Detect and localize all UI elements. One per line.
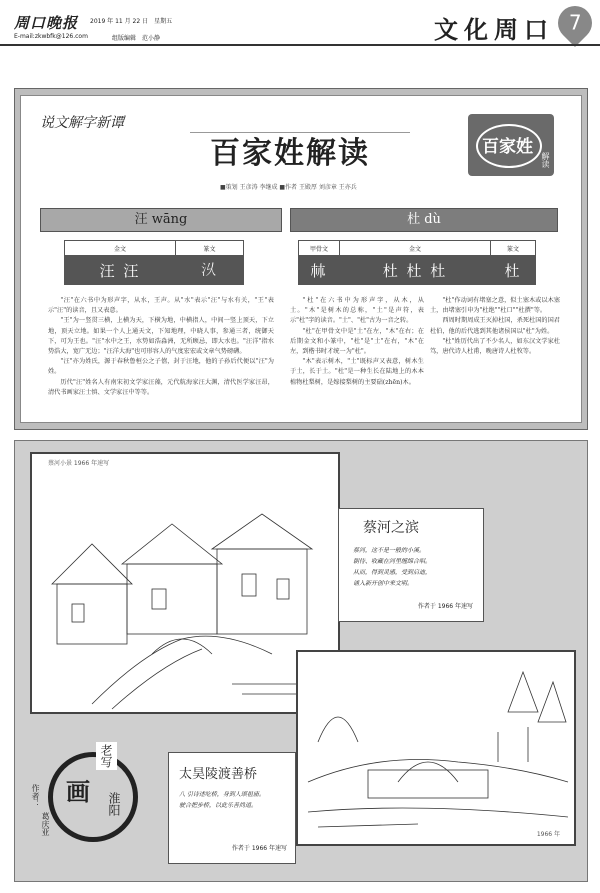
author-name: 葛庆亚 — [41, 812, 50, 836]
wang-glyph-zhuanwen: 𣲄 — [176, 256, 244, 285]
logo-main-char: 画 — [66, 777, 90, 806]
logo-place-text: 淮阳 — [107, 792, 121, 816]
du-glyph-table — [298, 240, 536, 285]
wang-paragraph: "王"为一竖贯三横，上横为天，下横为地，中横指人，中间一竖上顶天，下立地，顶天立地。如果一个人上通天文，下知地理，中晓人事，参通三者，统御天下，可为王也。"汪"水中之王，水势如浩淼洲，无所顾忌，即大水也。"汪洋"指水势浩大，宽广无边；"汪洋大海"也可形容人的气度宏宏或文章气势磅礴。 — [48, 317, 274, 356]
section-title: 文化周口 — [434, 15, 554, 44]
sketch-bridge-inscription: 1966 年 — [536, 831, 560, 838]
feature-credits: ■策划 王彦涛 李继成 ■作者 王殿厚 刘彦章 王亦兵 — [220, 184, 357, 191]
feature-kicker: 说文解字新谭 — [40, 115, 124, 131]
du-glyph-jinwen: 杜 杜 杜 — [340, 256, 491, 285]
wang-paragraph: "汪"亦为姓氏，源于春秋鲁桓公之子僖，封于汪地，他的子孙后代便以"汪"为姓。 — [48, 358, 274, 376]
du-glyph-jiaguwen: 𣏟 — [299, 256, 340, 285]
layout-editor: 组版编辑 范小静 — [112, 35, 161, 42]
poem-line: 从而，得到灵感，受到启迪， — [353, 569, 432, 576]
sketch-bridge-drawing — [298, 652, 574, 844]
du-paragraph: "杜"在甲骨文中是"土"在左，"木"在右；在后期金文和小篆中，"杜"是"土"在右，"木"在左，到楷书时才统一为"杜"。 — [290, 327, 424, 356]
logo-top-text: 老写 — [96, 742, 117, 770]
issue-date: 2019 年 11 月 22 日 星期五 — [90, 18, 173, 25]
sketch-bridge — [296, 650, 576, 846]
du-article-col2 — [430, 296, 560, 357]
wang-header-jinwen: 金文 — [65, 241, 176, 256]
sketch-caihe — [30, 452, 340, 714]
du-paragraph: "杜"在六书中为形声字，从木，从土。"木"是树木的总称，"土"是声符，表示"杜"字的读音。"土"、"杜"古为一音之转。 — [290, 297, 424, 325]
caption-caihe-poem — [353, 545, 431, 589]
sketch-caihe-drawing — [32, 454, 338, 712]
du-paragraph: "杜"姓历代出了不少名人，如东汉文学家杜笃，唐代诗人杜甫，晚唐诗人杜牧等。 — [430, 337, 560, 356]
du-article-col1 — [290, 296, 424, 388]
du-paragraph: "木"表示树木，"土"既标声又表意，树木生于土，长于土。"杜"是一种生长在陆地上的木本植物杜梨树，是嫁接梨树的主要砧(zhēn)木。 — [290, 358, 424, 386]
wang-title: 汪 wāng — [134, 212, 188, 227]
wang-paragraph: 历代"汪"姓名人有南宋初文学家汪藻，元代航海家汪大渊，清代医学家汪昂，清代书画家汪士慎、文学家汪中等等。 — [48, 378, 274, 396]
poem-line: 驶合把步桥，以此乐善尚道。 — [179, 802, 258, 809]
caption-bridge — [168, 752, 296, 864]
wang-article — [48, 296, 274, 398]
page-number-badge: 7 — [551, 0, 599, 47]
feature-badge — [468, 114, 554, 176]
du-title: 杜 dù — [407, 212, 441, 227]
caption-bridge-credit: 作者于 1966 年速写 — [231, 845, 287, 852]
caption-caihe — [338, 508, 484, 622]
author-label: 作者： — [31, 784, 40, 808]
badge-text: 百家姓 — [482, 137, 533, 157]
caption-bridge-title: 太昊陵渡善桥 — [179, 767, 258, 782]
header-rule — [0, 44, 600, 46]
du-title-bar — [290, 208, 558, 232]
feature-headline: 百家姓解读 — [210, 136, 370, 171]
poem-line: 八 引诗述吃桥，身到人颂祖庙。 — [179, 791, 265, 798]
wang-header-zhuanwen: 篆文 — [176, 241, 244, 256]
du-paragraph: 西周时期周成王灭掉杜国，杀死杜国的国君杜伯，他的后代逃到其他诸侯国以"杜"为姓。 — [430, 317, 560, 335]
poem-line: 朝待、收藏在河里缠绵合唱。 — [353, 558, 432, 565]
du-paragraph: "杜"作动词有堵塞之意，似土塞木或以木塞土，由堵塞引申为"杜绝""杜口""杜撰"等。 — [430, 297, 560, 315]
badge-subtext: 解读 — [541, 152, 550, 168]
newspaper-logo: 周口晚报 — [14, 14, 79, 32]
headline-rule — [190, 132, 410, 133]
du-header-jinwen: 金文 — [340, 241, 491, 256]
logo-brush-circle — [48, 752, 138, 842]
du-header-zhuanwen: 篆文 — [491, 241, 536, 256]
wang-glyph-jinwen: 汪 汪 — [65, 256, 176, 285]
wang-glyph-table — [64, 240, 244, 285]
caption-caihe-credit: 作者于 1966 年速写 — [417, 603, 473, 610]
caption-caihe-title: 蔡河之滨 — [363, 520, 419, 536]
contact-email: E-mail:zkwbfk@126.com — [14, 33, 88, 40]
wang-paragraph: "汪"在六书中为形声字，从水，王声。从"水"表示"汪"与水有关，"王"表示"汪"的读音，且又表意。 — [48, 297, 274, 315]
du-header-jiaguwen: 甲骨文 — [299, 241, 340, 256]
poem-line: 诵入新开创中来文明。 — [353, 580, 414, 587]
sketch-caihe-inscription: 蔡河小景 1966 年速写 — [48, 460, 110, 467]
wang-title-bar — [40, 208, 282, 232]
poem-line: 蔡河，这不是一般的小溪。 — [353, 547, 426, 554]
series-logo — [30, 742, 140, 850]
caption-bridge-poem — [179, 789, 265, 811]
du-glyph-zhuanwen: 杜 — [491, 256, 536, 285]
